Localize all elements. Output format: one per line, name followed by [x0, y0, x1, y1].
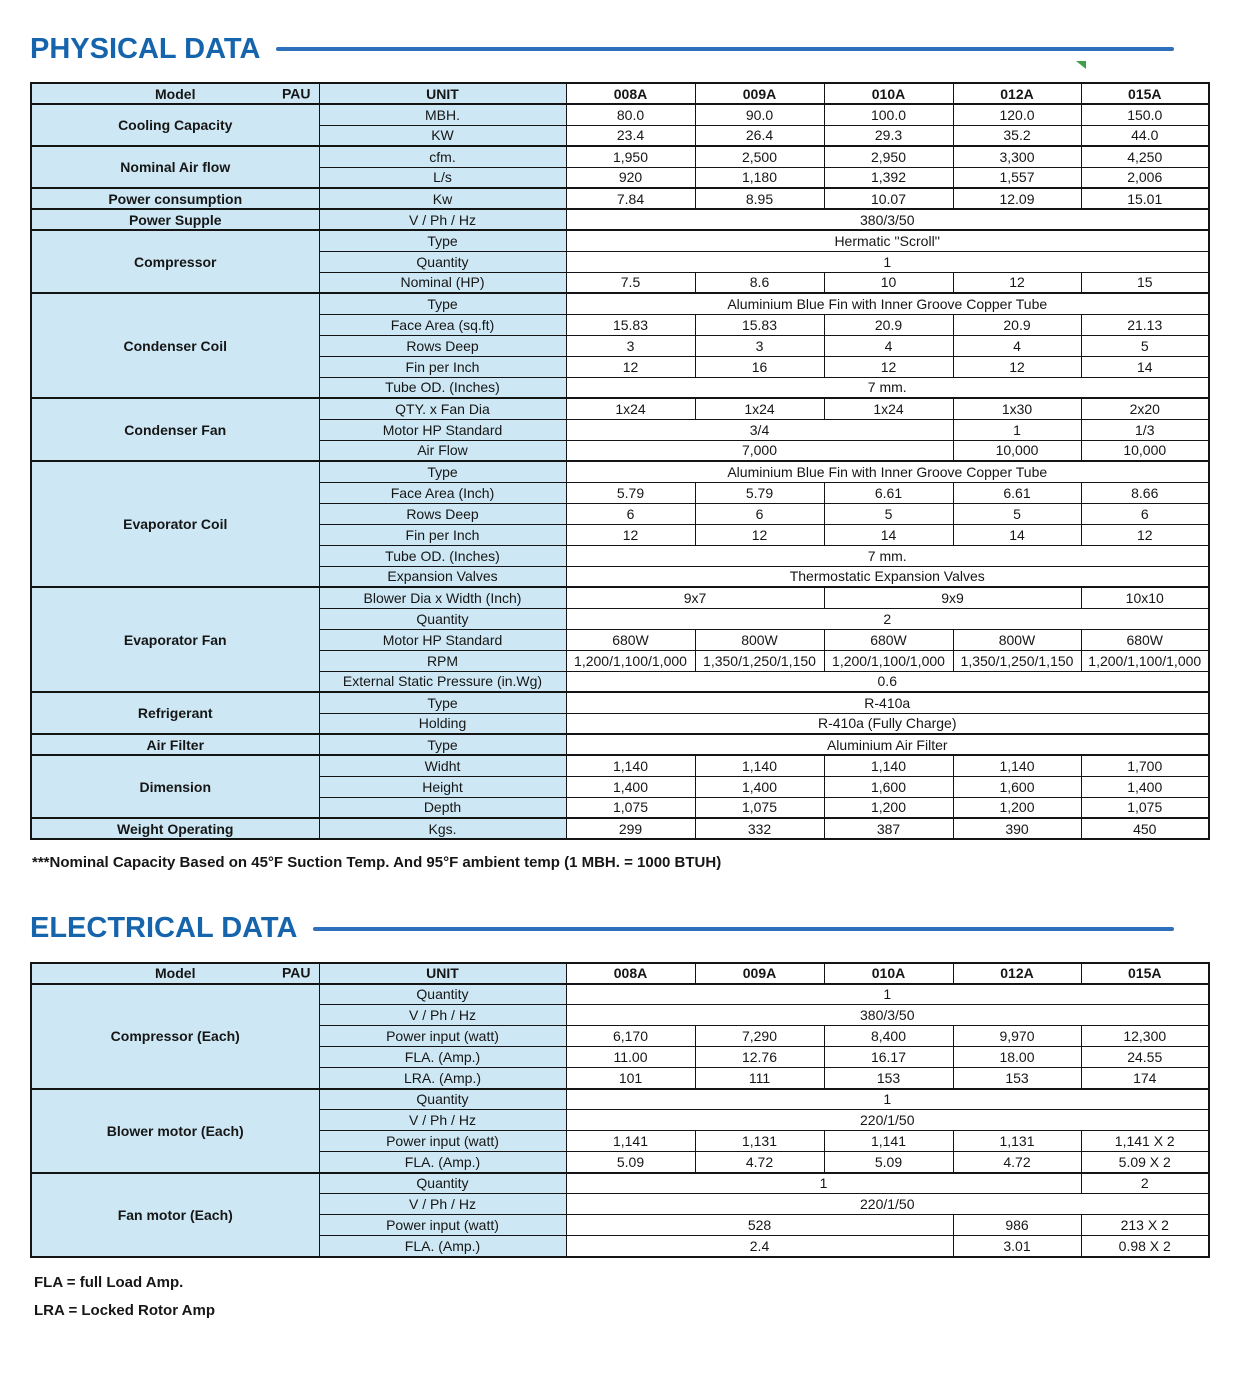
- section-rule: [276, 47, 1174, 51]
- value-cell: 80.0: [566, 104, 695, 125]
- value-cell: 111: [695, 1068, 824, 1089]
- legend-fla: FLA = full Load Amp.: [34, 1273, 184, 1291]
- value-cell: 12: [1081, 524, 1209, 545]
- value-cell: 0.98 X 2: [1081, 1236, 1209, 1257]
- value-cell: 3: [566, 335, 695, 356]
- value-cell: Hermatic ''Scroll'': [566, 230, 1209, 251]
- value-cell: 6.61: [953, 482, 1081, 503]
- value-cell: 1,392: [824, 167, 953, 188]
- model-column-header: 010A: [824, 963, 953, 984]
- value-cell: 1,557: [953, 167, 1081, 188]
- model-column-header: 008A: [566, 83, 695, 104]
- table-row: [31, 146, 1209, 167]
- value-cell: 1,200/1,100/1,000: [824, 650, 953, 671]
- value-cell: 153: [824, 1068, 953, 1089]
- value-cell: 20.9: [953, 314, 1081, 335]
- value-cell: 390: [953, 818, 1081, 839]
- value-cell: 1,180: [695, 167, 824, 188]
- unit-cell: Kw: [319, 188, 566, 209]
- value-cell: 1: [566, 984, 1209, 1005]
- value-cell: 380/3/50: [566, 209, 1209, 230]
- value-cell: 1,075: [1081, 797, 1209, 818]
- physical-section-header: [30, 34, 1208, 64]
- value-cell: 12.76: [695, 1047, 824, 1068]
- unit-cell: Quantity: [319, 251, 566, 272]
- value-cell: 5: [953, 503, 1081, 524]
- value-cell: 3: [695, 335, 824, 356]
- value-cell: 14: [953, 524, 1081, 545]
- value-cell: 4: [824, 335, 953, 356]
- value-cell: 680W: [824, 629, 953, 650]
- unit-cell: Power input (watt): [319, 1215, 566, 1236]
- value-cell: 1,600: [953, 776, 1081, 797]
- value-cell: 10: [824, 272, 953, 293]
- value-cell: 2: [1081, 1173, 1209, 1194]
- value-cell: 10x10: [1081, 587, 1209, 608]
- value-cell: 450: [1081, 818, 1209, 839]
- value-cell: 12: [953, 356, 1081, 377]
- unit-cell: RPM: [319, 650, 566, 671]
- table-row: [31, 818, 1209, 839]
- category-cell: Evaporator Fan: [31, 587, 319, 692]
- value-cell: 2.4: [566, 1236, 953, 1257]
- category-cell: Evaporator Coil: [31, 461, 319, 587]
- table-row: [31, 984, 1209, 1005]
- value-cell: 9x9: [824, 587, 1081, 608]
- value-cell: 5: [1081, 335, 1209, 356]
- value-cell: Aluminium Blue Fin with Inner Groove Copper Tube: [566, 461, 1209, 482]
- value-cell: 12: [566, 524, 695, 545]
- table-row: [31, 734, 1209, 755]
- unit-cell: cfm.: [319, 146, 566, 167]
- model-column-header: 010A: [824, 83, 953, 104]
- value-cell: 220/1/50: [566, 1194, 1209, 1215]
- value-cell: 101: [566, 1068, 695, 1089]
- value-cell: 1x30: [953, 398, 1081, 419]
- value-cell: 680W: [1081, 629, 1209, 650]
- unit-cell: Quantity: [319, 1173, 566, 1194]
- unit-cell: FLA. (Amp.): [319, 1047, 566, 1068]
- unit-cell: Type: [319, 461, 566, 482]
- value-cell: R-410a (Fully Charge): [566, 713, 1209, 734]
- value-cell: 18.00: [953, 1047, 1081, 1068]
- unit-cell: Expansion Valves: [319, 566, 566, 587]
- unit-cell: Tube OD. (Inches): [319, 545, 566, 566]
- value-cell: 1,400: [695, 776, 824, 797]
- table-row: [31, 461, 1209, 482]
- unit-cell: Face Area (Inch): [319, 482, 566, 503]
- category-cell: Power consumption: [31, 188, 319, 209]
- value-cell: 12,300: [1081, 1026, 1209, 1047]
- value-cell: 1x24: [695, 398, 824, 419]
- value-cell: 11.00: [566, 1047, 695, 1068]
- unit-header-cell: UNIT: [319, 963, 566, 984]
- value-cell: R-410a: [566, 692, 1209, 713]
- unit-cell: Tube OD. (Inches): [319, 377, 566, 398]
- model-label: Model: [155, 85, 196, 102]
- value-cell: 3,300: [953, 146, 1081, 167]
- value-cell: 0.6: [566, 671, 1209, 692]
- value-cell: 15.83: [566, 314, 695, 335]
- value-cell: 387: [824, 818, 953, 839]
- unit-cell: Rows Deep: [319, 503, 566, 524]
- value-cell: 1,950: [566, 146, 695, 167]
- value-cell: 1,200/1,100/1,000: [566, 650, 695, 671]
- value-cell: 2,950: [824, 146, 953, 167]
- value-cell: 4: [953, 335, 1081, 356]
- category-cell: Fan motor (Each): [31, 1173, 319, 1257]
- value-cell: 528: [566, 1215, 953, 1236]
- model-label: Model: [155, 965, 196, 982]
- unit-cell: Type: [319, 734, 566, 755]
- unit-cell: Air Flow: [319, 440, 566, 461]
- unit-cell: FLA. (Amp.): [319, 1152, 566, 1173]
- category-cell: Nominal Air flow: [31, 146, 319, 188]
- value-cell: 1,140: [695, 755, 824, 776]
- unit-cell: Type: [319, 692, 566, 713]
- category-cell: Condenser Coil: [31, 293, 319, 398]
- model-column-header: 012A: [953, 963, 1081, 984]
- unit-cell: FLA. (Amp.): [319, 1236, 566, 1257]
- value-cell: 5.79: [566, 482, 695, 503]
- category-cell: Refrigerant: [31, 692, 319, 734]
- unit-cell: V / Ph / Hz: [319, 1005, 566, 1026]
- table-row: [31, 1089, 1209, 1110]
- physical-data-section: [30, 34, 1210, 871]
- value-cell: 8.66: [1081, 482, 1209, 503]
- value-cell: 4.72: [695, 1152, 824, 1173]
- table-row: [31, 293, 1209, 314]
- value-cell: 1,140: [566, 755, 695, 776]
- value-cell: 299: [566, 818, 695, 839]
- unit-cell: Kgs.: [319, 818, 566, 839]
- value-cell: 3.01: [953, 1236, 1081, 1257]
- unit-cell: V / Ph / Hz: [319, 1110, 566, 1131]
- value-cell: Thermostatic Expansion Valves: [566, 566, 1209, 587]
- unit-cell: Face Area (sq.ft): [319, 314, 566, 335]
- unit-cell: Height: [319, 776, 566, 797]
- table-row: [31, 398, 1209, 419]
- value-cell: Aluminium Blue Fin with Inner Groove Copper Tube: [566, 293, 1209, 314]
- abbreviation-legend: [34, 1274, 1210, 1319]
- value-cell: 3/4: [566, 419, 953, 440]
- series-label: PAU: [281, 965, 311, 982]
- value-cell: 1/3: [1081, 419, 1209, 440]
- unit-cell: Holding: [319, 713, 566, 734]
- value-cell: 35.2: [953, 125, 1081, 146]
- value-cell: 100.0: [824, 104, 953, 125]
- model-column-header: 009A: [695, 963, 824, 984]
- value-cell: 4,250: [1081, 146, 1209, 167]
- value-cell: 7,290: [695, 1026, 824, 1047]
- value-cell: 1,131: [953, 1131, 1081, 1152]
- value-cell: 10.07: [824, 188, 953, 209]
- unit-cell: Blower Dia x Width (Inch): [319, 587, 566, 608]
- value-cell: 1: [953, 419, 1081, 440]
- value-cell: 1,350/1,250/1,150: [695, 650, 824, 671]
- value-cell: 7 mm.: [566, 377, 1209, 398]
- category-cell: Condenser Fan: [31, 398, 319, 461]
- header-row: [31, 83, 1209, 104]
- model-column-header: 009A: [695, 83, 824, 104]
- table-row: [31, 1173, 1209, 1194]
- value-cell: 1,141: [824, 1131, 953, 1152]
- category-cell: Weight Operating: [31, 818, 319, 839]
- value-cell: 5.09 X 2: [1081, 1152, 1209, 1173]
- section-rule: [313, 927, 1174, 931]
- category-cell: Compressor: [31, 230, 319, 293]
- value-cell: 12: [695, 524, 824, 545]
- unit-cell: Depth: [319, 797, 566, 818]
- value-cell: 1,200/1,100/1,000: [1081, 650, 1209, 671]
- value-cell: 220/1/50: [566, 1110, 1209, 1131]
- value-cell: 1,075: [566, 797, 695, 818]
- unit-cell: L/s: [319, 167, 566, 188]
- unit-cell: Power input (watt): [319, 1131, 566, 1152]
- category-cell: Power Supple: [31, 209, 319, 230]
- unit-cell: KW: [319, 125, 566, 146]
- electrical-data-section: [30, 913, 1210, 1318]
- value-cell: 2x20: [1081, 398, 1209, 419]
- value-cell: 2,006: [1081, 167, 1209, 188]
- unit-cell: Power input (watt): [319, 1026, 566, 1047]
- value-cell: 1,140: [824, 755, 953, 776]
- table-row: [31, 104, 1209, 125]
- value-cell: 6: [566, 503, 695, 524]
- value-cell: 1,140: [953, 755, 1081, 776]
- unit-cell: Rows Deep: [319, 335, 566, 356]
- value-cell: 15.01: [1081, 188, 1209, 209]
- value-cell: 5.09: [824, 1152, 953, 1173]
- value-cell: 5.79: [695, 482, 824, 503]
- unit-cell: LRA. (Amp.): [319, 1068, 566, 1089]
- unit-cell: Quantity: [319, 608, 566, 629]
- model-column-header: 015A: [1081, 963, 1209, 984]
- category-cell: Blower motor (Each): [31, 1089, 319, 1173]
- unit-cell: Fin per Inch: [319, 524, 566, 545]
- value-cell: 7.5: [566, 272, 695, 293]
- category-cell: Cooling Capacity: [31, 104, 319, 146]
- model-header-cell: [31, 963, 319, 984]
- table-row: [31, 587, 1209, 608]
- table-row: [31, 188, 1209, 209]
- value-cell: 120.0: [953, 104, 1081, 125]
- value-cell: 1: [566, 251, 1209, 272]
- value-cell: 4.72: [953, 1152, 1081, 1173]
- value-cell: 174: [1081, 1068, 1209, 1089]
- value-cell: 29.3: [824, 125, 953, 146]
- value-cell: 12: [824, 356, 953, 377]
- header-row: [31, 963, 1209, 984]
- value-cell: 6: [695, 503, 824, 524]
- legend-lra: LRA = Locked Rotor Amp: [34, 1301, 215, 1319]
- value-cell: 1,400: [566, 776, 695, 797]
- value-cell: 153: [953, 1068, 1081, 1089]
- value-cell: 21.13: [1081, 314, 1209, 335]
- unit-cell: Quantity: [319, 1089, 566, 1110]
- value-cell: 150.0: [1081, 104, 1209, 125]
- value-cell: Aluminium Air Filter: [566, 734, 1209, 755]
- value-cell: 12: [566, 356, 695, 377]
- unit-cell: Motor HP Standard: [319, 419, 566, 440]
- unit-header-cell: UNIT: [319, 83, 566, 104]
- category-cell: Air Filter: [31, 734, 319, 755]
- value-cell: 9,970: [953, 1026, 1081, 1047]
- value-cell: 15: [1081, 272, 1209, 293]
- value-cell: 213 X 2: [1081, 1215, 1209, 1236]
- value-cell: 15.83: [695, 314, 824, 335]
- value-cell: 7 mm.: [566, 545, 1209, 566]
- model-header-cell: [31, 83, 319, 104]
- value-cell: 1,700: [1081, 755, 1209, 776]
- unit-cell: QTY. x Fan Dia: [319, 398, 566, 419]
- physical-footnote: ***Nominal Capacity Based on 45°F Suction Temp. And 95°F ambient temp (1 MBH. = 1000 BTUH): [32, 854, 722, 872]
- value-cell: 6.61: [824, 482, 953, 503]
- value-cell: 1,141: [566, 1131, 695, 1152]
- table-row: [31, 692, 1209, 713]
- value-cell: 14: [824, 524, 953, 545]
- value-cell: 1,400: [1081, 776, 1209, 797]
- section-title-electrical: ELECTRICAL DATA: [30, 912, 298, 945]
- value-cell: 1,141 X 2: [1081, 1131, 1209, 1152]
- unit-cell: Widht: [319, 755, 566, 776]
- value-cell: 8.6: [695, 272, 824, 293]
- value-cell: 24.55: [1081, 1047, 1209, 1068]
- table-row: [31, 209, 1209, 230]
- value-cell: 986: [953, 1215, 1081, 1236]
- value-cell: 800W: [953, 629, 1081, 650]
- value-cell: 7.84: [566, 188, 695, 209]
- model-column-header: 012A: [953, 83, 1081, 104]
- value-cell: 2: [566, 608, 1209, 629]
- value-cell: 8,400: [824, 1026, 953, 1047]
- unit-cell: Motor HP Standard: [319, 629, 566, 650]
- value-cell: 1: [566, 1089, 1209, 1110]
- value-cell: 7,000: [566, 440, 953, 461]
- category-cell: Dimension: [31, 755, 319, 818]
- value-cell: 10,000: [953, 440, 1081, 461]
- model-column-header: 008A: [566, 963, 695, 984]
- value-cell: 1,200: [953, 797, 1081, 818]
- value-cell: 12.09: [953, 188, 1081, 209]
- value-cell: 8.95: [695, 188, 824, 209]
- model-column-header: 015A: [1081, 83, 1209, 104]
- unit-cell: Fin per Inch: [319, 356, 566, 377]
- section-title-physical: PHYSICAL DATA: [30, 33, 261, 65]
- value-cell: 2,500: [695, 146, 824, 167]
- series-label: PAU: [281, 85, 311, 102]
- value-cell: 10,000: [1081, 440, 1209, 461]
- value-cell: 6,170: [566, 1026, 695, 1047]
- value-cell: 380/3/50: [566, 1005, 1209, 1026]
- value-cell: 680W: [566, 629, 695, 650]
- unit-cell: Type: [319, 230, 566, 251]
- value-cell: 5.09: [566, 1152, 695, 1173]
- value-cell: 1,600: [824, 776, 953, 797]
- unit-cell: MBH.: [319, 104, 566, 125]
- value-cell: 6: [1081, 503, 1209, 524]
- green-flag-icon: [1076, 61, 1086, 69]
- value-cell: 16: [695, 356, 824, 377]
- value-cell: 90.0: [695, 104, 824, 125]
- value-cell: 5: [824, 503, 953, 524]
- value-cell: 16.17: [824, 1047, 953, 1068]
- value-cell: 1x24: [566, 398, 695, 419]
- physical-data-table: [30, 82, 1210, 840]
- unit-cell: V / Ph / Hz: [319, 209, 566, 230]
- unit-cell: Type: [319, 293, 566, 314]
- value-cell: 1x24: [824, 398, 953, 419]
- value-cell: 1,075: [695, 797, 824, 818]
- unit-cell: Quantity: [319, 984, 566, 1005]
- value-cell: 44.0: [1081, 125, 1209, 146]
- unit-cell: Nominal (HP): [319, 272, 566, 293]
- category-cell: Compressor (Each): [31, 984, 319, 1089]
- value-cell: 920: [566, 167, 695, 188]
- value-cell: 14: [1081, 356, 1209, 377]
- unit-cell: External Static Pressure (in.Wg): [319, 671, 566, 692]
- value-cell: 332: [695, 818, 824, 839]
- value-cell: 800W: [695, 629, 824, 650]
- value-cell: 26.4: [695, 125, 824, 146]
- value-cell: 1,200: [824, 797, 953, 818]
- unit-cell: V / Ph / Hz: [319, 1194, 566, 1215]
- value-cell: 23.4: [566, 125, 695, 146]
- value-cell: 1,350/1,250/1,150: [953, 650, 1081, 671]
- value-cell: 9x7: [566, 587, 824, 608]
- value-cell: 1,131: [695, 1131, 824, 1152]
- electrical-section-header: [30, 913, 1208, 943]
- value-cell: 20.9: [824, 314, 953, 335]
- electrical-data-table: [30, 962, 1210, 1258]
- table-row: [31, 755, 1209, 776]
- value-cell: 12: [953, 272, 1081, 293]
- value-cell: 1: [566, 1173, 1081, 1194]
- table-row: [31, 230, 1209, 251]
